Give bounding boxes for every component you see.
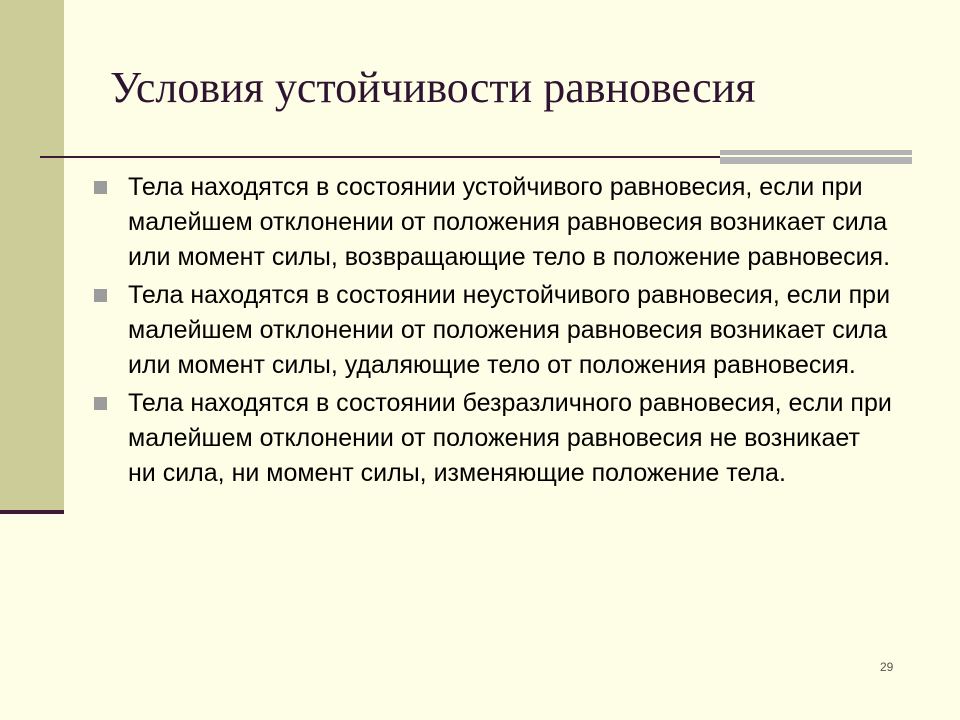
bullet-text: Тела находятся в состоянии устойчивого равновесия, если при малейшем отклонении от положения равновесия возникает сила или момент силы, возвращающие тело в положение равновесия. [128,173,891,271]
slide-title: Условия устойчивости равновесия [110,63,756,112]
slide-number: 29 [880,660,894,674]
bullet-item [94,278,894,383]
bullet-text: Тела находятся в состоянии неустойчивого равновесия, если при малейшем отклонении от положения равновесия возникает сила или момент силы, удаляющие тело от положения равновесия. [128,281,891,379]
bullet-item [94,386,894,491]
square-bullet-icon [94,397,107,410]
left-decorative-bar [0,0,64,512]
slide-content [94,170,894,494]
bullet-item [94,170,894,275]
square-bullet-icon [94,181,107,194]
bullet-text: Тела находятся в состоянии безразличного равновесия, если при малейшем отклонении от положения равновесия не возникает ни сила, ни момент силы, изменяющие положение тела. [128,389,892,487]
square-bullet-icon [94,289,107,302]
title-accent-bar [720,150,912,164]
left-decorative-rule [0,510,64,514]
